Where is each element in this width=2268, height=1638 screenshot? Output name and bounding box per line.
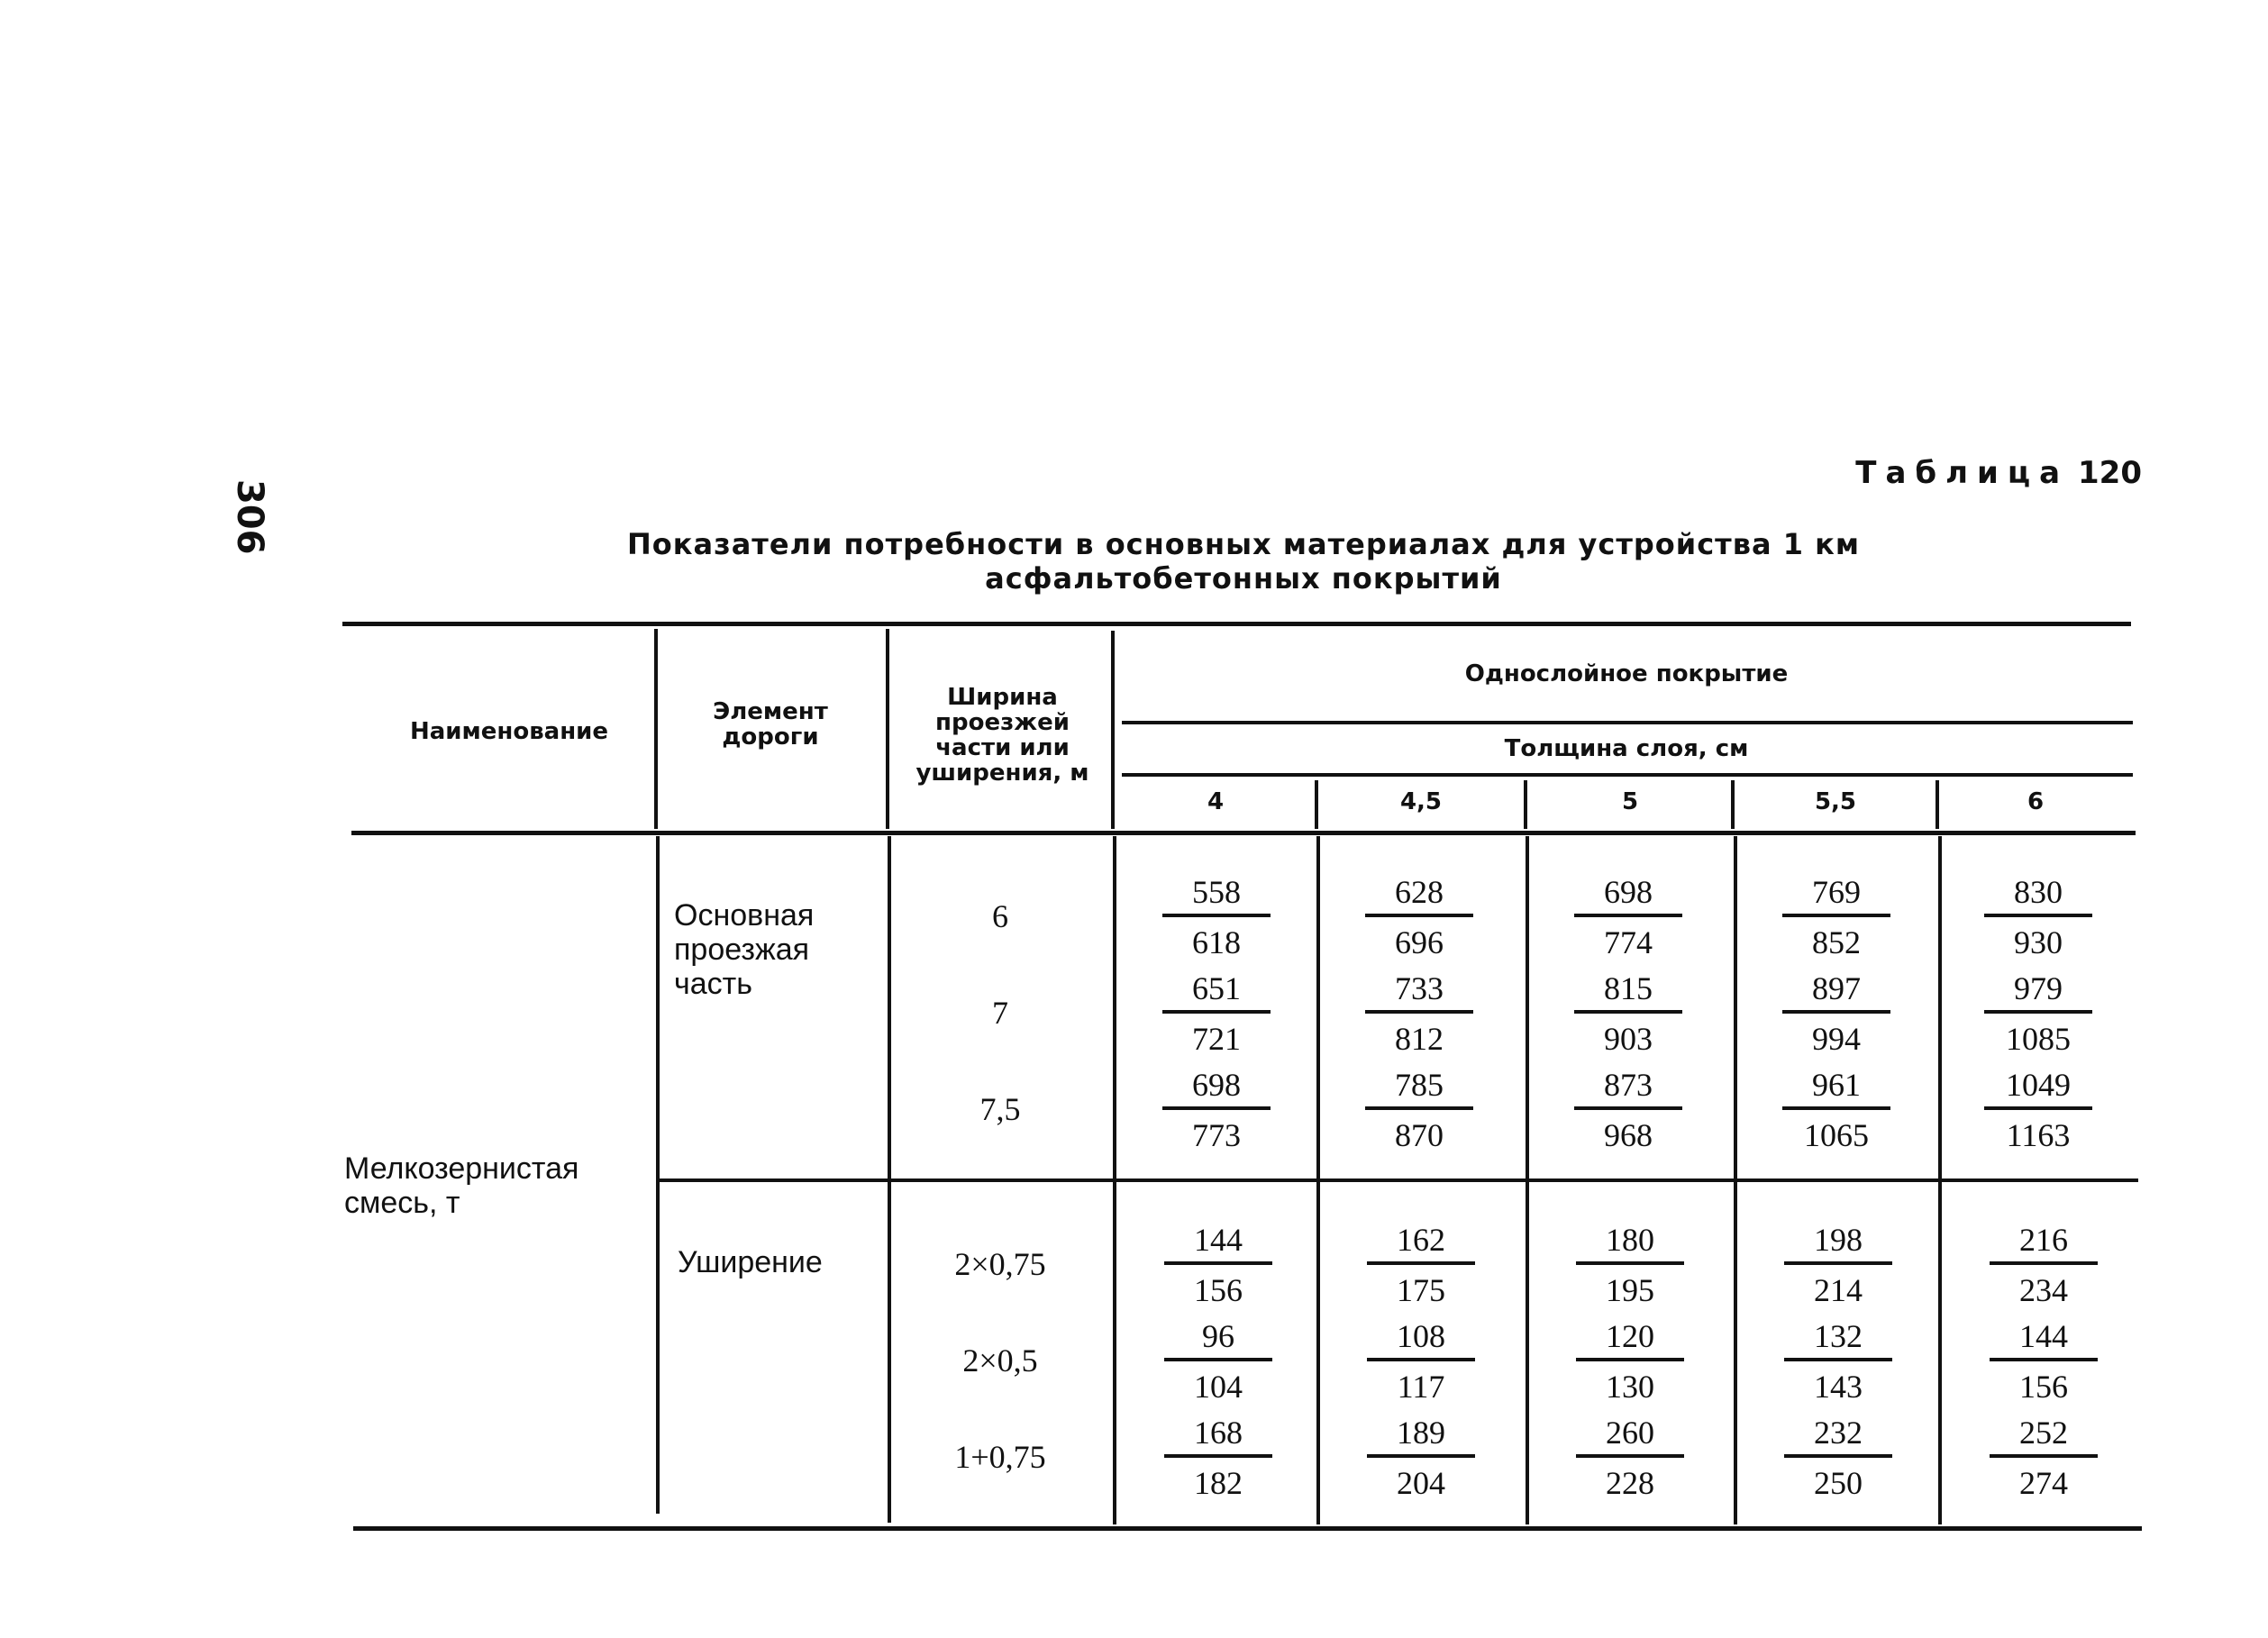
value-fraction <box>1782 872 1890 959</box>
value-denominator: 234 <box>2019 1272 2068 1308</box>
value-fraction <box>1984 969 2092 1055</box>
table-number: 120 <box>2078 455 2142 491</box>
road-element: Основная проезжая часть <box>674 898 815 1001</box>
value-numerator: 830 <box>1984 872 2092 917</box>
value-denominator: 994 <box>1812 1021 1861 1057</box>
header-element: Элемент дороги <box>713 698 828 751</box>
value-numerator: 132 <box>1784 1316 1892 1361</box>
thickness-rule <box>1122 773 2133 777</box>
value-denominator: 156 <box>1194 1272 1243 1308</box>
value-denominator: 182 <box>1194 1465 1243 1501</box>
value-numerator: 120 <box>1576 1316 1684 1361</box>
value-numerator: 216 <box>1990 1220 2098 1265</box>
value-fraction <box>1162 1065 1271 1151</box>
group-divider-rule <box>658 1178 2138 1182</box>
value-fraction <box>1164 1413 1272 1499</box>
header-col-rule <box>1111 631 1115 829</box>
value-denominator: 618 <box>1192 924 1241 960</box>
value-fraction <box>1164 1316 1272 1403</box>
value-denominator: 903 <box>1604 1021 1653 1057</box>
value-fraction <box>1574 1065 1682 1151</box>
value-numerator: 698 <box>1574 872 1682 917</box>
table-bottom-rule <box>353 1526 2142 1531</box>
title-line-1: Показатели потребности в основных материалах для устройства 1 км <box>627 527 1860 561</box>
value-denominator: 1163 <box>2006 1117 2071 1153</box>
value-denominator: 773 <box>1192 1117 1241 1153</box>
body-col-rule <box>1526 836 1529 1524</box>
value-denominator: 812 <box>1395 1021 1444 1057</box>
value-denominator: 1065 <box>1804 1117 1869 1153</box>
value-fraction <box>1990 1413 2098 1499</box>
value-numerator: 961 <box>1782 1065 1890 1110</box>
value-numerator: 198 <box>1784 1220 1892 1265</box>
thickness-value: 5 <box>1621 788 1639 815</box>
value-denominator: 696 <box>1395 924 1444 960</box>
value-denominator: 175 <box>1397 1272 1445 1308</box>
header-col-rule <box>1936 780 1939 829</box>
value-fraction <box>1164 1220 1272 1306</box>
value-numerator: 260 <box>1576 1413 1684 1458</box>
coating-rule <box>1122 721 2133 724</box>
header-thickness: Толщина слоя, см <box>1504 735 1749 762</box>
value-fraction <box>1365 969 1473 1055</box>
value-numerator: 897 <box>1782 969 1890 1014</box>
value-fraction <box>1990 1220 2098 1306</box>
value-denominator: 204 <box>1397 1465 1445 1501</box>
body-col-rule <box>1316 836 1320 1524</box>
value-fraction <box>1782 969 1890 1055</box>
value-fraction <box>1576 1220 1684 1306</box>
header-width: Ширина проезжей части или уширения, м <box>915 684 1089 787</box>
body-col-rule <box>888 836 891 1523</box>
value-denominator: 721 <box>1192 1021 1241 1057</box>
value-numerator: 180 <box>1576 1220 1684 1265</box>
table-title <box>541 527 1946 596</box>
value-numerator: 651 <box>1162 969 1271 1014</box>
value-fraction <box>1990 1316 2098 1403</box>
value-fraction <box>1784 1316 1892 1403</box>
value-fraction <box>1984 872 2092 959</box>
value-denominator: 228 <box>1606 1465 1654 1501</box>
value-fraction <box>1162 969 1271 1055</box>
header-col-rule <box>886 629 889 829</box>
value-numerator: 558 <box>1162 872 1271 917</box>
table-label <box>1855 455 2142 491</box>
value-denominator: 870 <box>1395 1117 1444 1153</box>
value-denominator: 117 <box>1397 1369 1445 1405</box>
value-fraction <box>1782 1065 1890 1151</box>
header-bottom-rule <box>351 831 2136 835</box>
value-numerator: 162 <box>1367 1220 1475 1265</box>
value-numerator: 96 <box>1164 1316 1272 1361</box>
value-numerator: 252 <box>1990 1413 2098 1458</box>
table-top-rule <box>342 622 2131 626</box>
thickness-value: 5,5 <box>1814 788 1857 815</box>
value-denominator: 195 <box>1606 1272 1654 1308</box>
value-numerator: 189 <box>1367 1413 1475 1458</box>
page-number: 306 <box>229 479 270 555</box>
width-value: 6 <box>992 898 1008 934</box>
value-denominator: 250 <box>1814 1465 1863 1501</box>
header-coating: Однослойное покрытие <box>1464 660 1789 687</box>
value-fraction <box>1367 1220 1475 1306</box>
value-fraction <box>1367 1413 1475 1499</box>
header-col-rule <box>654 629 658 829</box>
value-denominator: 104 <box>1194 1369 1243 1405</box>
value-fraction <box>1576 1316 1684 1403</box>
value-numerator: 698 <box>1162 1065 1271 1110</box>
value-numerator: 733 <box>1365 969 1473 1014</box>
title-line-2: асфальтобетонных покрытий <box>985 561 1502 596</box>
table-label-word: Таблица <box>1855 455 2070 491</box>
value-denominator: 130 <box>1606 1369 1654 1405</box>
header-col-rule <box>1524 780 1527 829</box>
value-numerator: 785 <box>1365 1065 1473 1110</box>
value-denominator: 852 <box>1812 924 1861 960</box>
header-name: Наименование <box>409 718 609 745</box>
body-col-rule <box>1938 836 1942 1524</box>
value-numerator: 769 <box>1782 872 1890 917</box>
value-fraction <box>1784 1220 1892 1306</box>
value-fraction <box>1784 1413 1892 1499</box>
width-value: 7,5 <box>979 1091 1021 1127</box>
width-value: 2×0,75 <box>954 1246 1046 1282</box>
body-col-rule <box>1734 836 1737 1524</box>
body-col-rule <box>1113 836 1116 1524</box>
width-value: 2×0,5 <box>962 1342 1038 1379</box>
thickness-value: 6 <box>2027 788 2045 815</box>
value-fraction <box>1365 872 1473 959</box>
value-fraction <box>1162 872 1271 959</box>
header-col-rule <box>1315 780 1318 829</box>
value-fraction <box>1574 872 1682 959</box>
thickness-value: 4 <box>1207 788 1225 815</box>
body-col-rule <box>656 836 660 1514</box>
value-numerator: 1049 <box>1984 1065 2092 1110</box>
width-value: 7 <box>992 995 1008 1031</box>
thickness-value: 4,5 <box>1399 788 1443 815</box>
value-denominator: 143 <box>1814 1369 1863 1405</box>
value-denominator: 774 <box>1604 924 1653 960</box>
value-fraction <box>1984 1065 2092 1151</box>
value-denominator: 1085 <box>2006 1021 2071 1057</box>
value-numerator: 108 <box>1367 1316 1475 1361</box>
value-denominator: 214 <box>1814 1272 1863 1308</box>
value-numerator: 815 <box>1574 969 1682 1014</box>
value-fraction <box>1574 969 1682 1055</box>
width-value: 1+0,75 <box>954 1439 1046 1475</box>
value-denominator: 156 <box>2019 1369 2068 1405</box>
value-denominator: 968 <box>1604 1117 1653 1153</box>
value-numerator: 144 <box>1164 1220 1272 1265</box>
value-fraction <box>1365 1065 1473 1151</box>
value-numerator: 628 <box>1365 872 1473 917</box>
value-numerator: 873 <box>1574 1065 1682 1110</box>
value-numerator: 232 <box>1784 1413 1892 1458</box>
value-numerator: 979 <box>1984 969 2092 1014</box>
value-numerator: 168 <box>1164 1413 1272 1458</box>
value-numerator: 144 <box>1990 1316 2098 1361</box>
value-fraction <box>1367 1316 1475 1403</box>
value-denominator: 930 <box>2014 924 2063 960</box>
value-fraction <box>1576 1413 1684 1499</box>
value-denominator: 274 <box>2019 1465 2068 1501</box>
material-name: Мелкозернистая смесь, т <box>344 1151 579 1220</box>
road-element: Уширение <box>678 1245 823 1279</box>
